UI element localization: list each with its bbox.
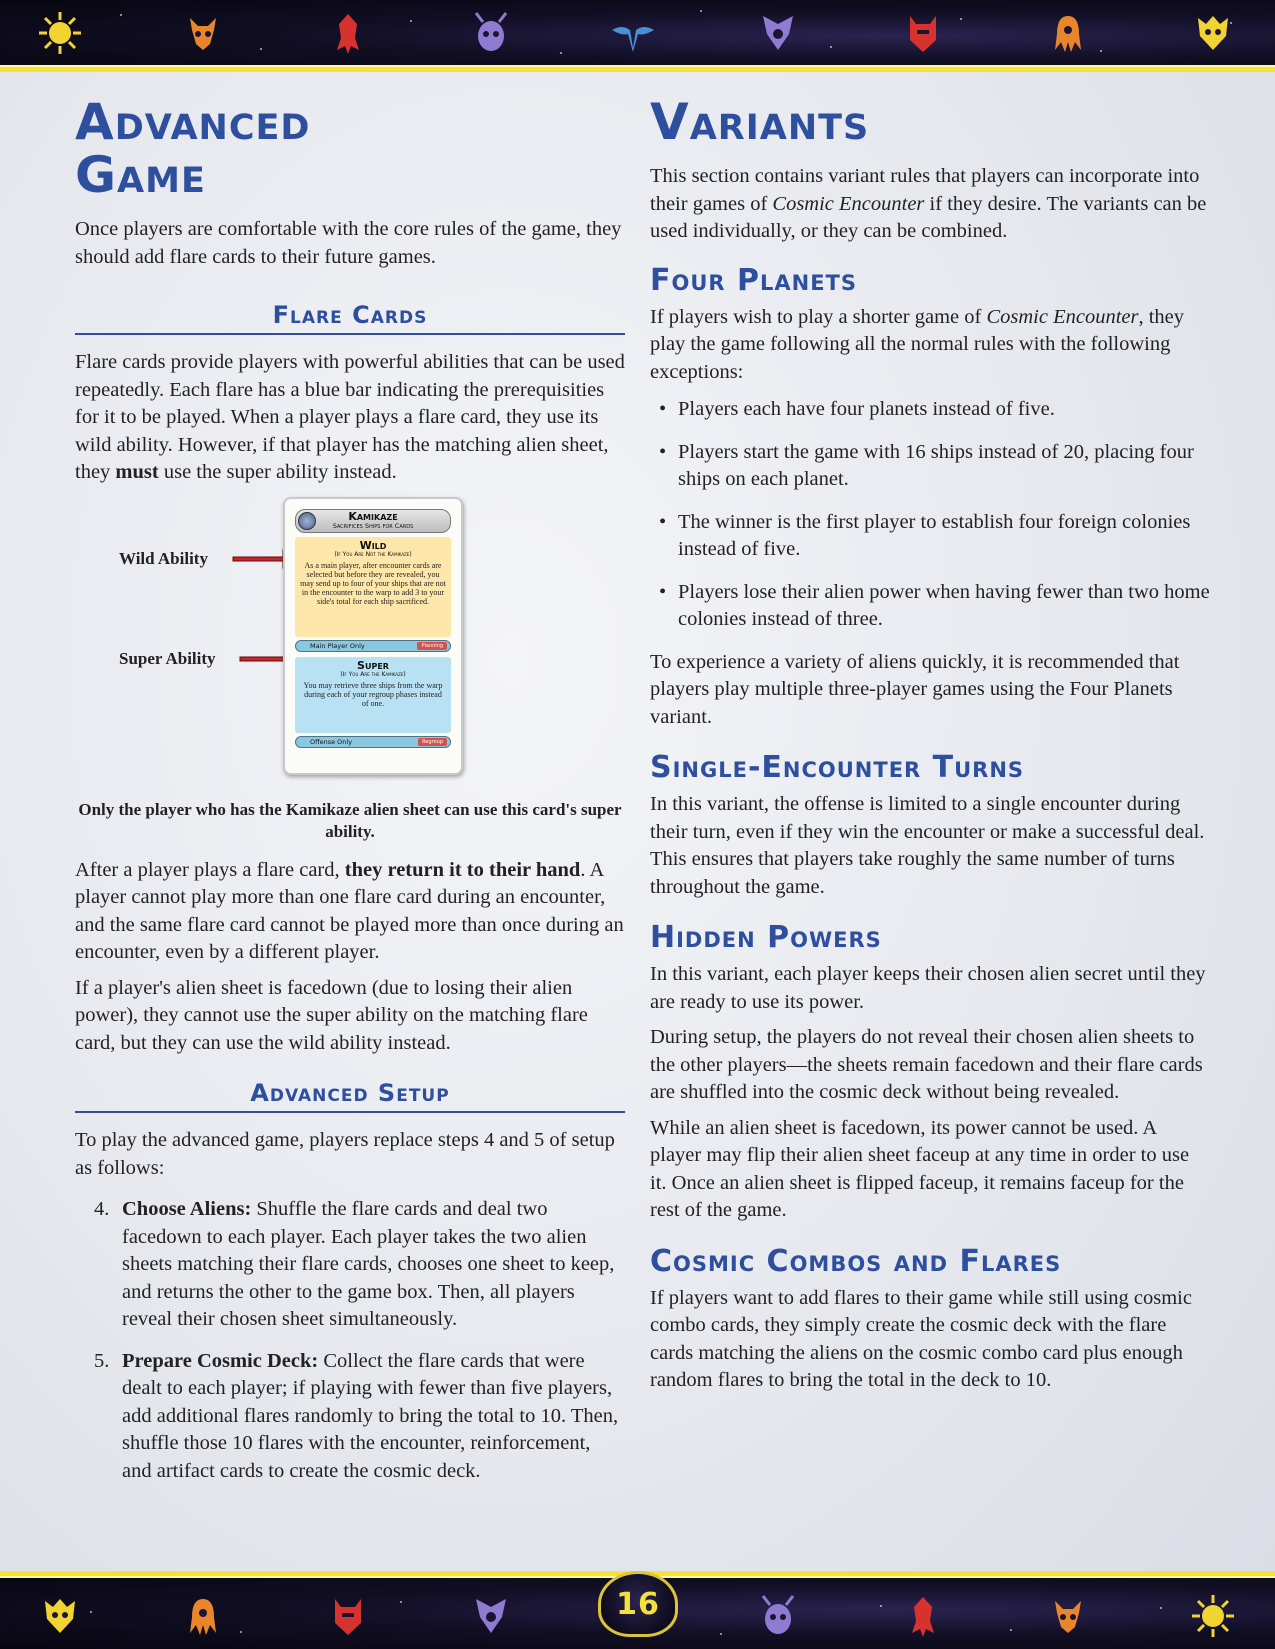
hidden-powers-heading: Hidden Powers	[650, 920, 882, 955]
cosmic-combos-heading: Cosmic Combos and Flares	[650, 1243, 1062, 1279]
wild-condition: (If You Are Not the Kamikaze)	[334, 550, 412, 558]
super-ability-callout: Super Ability	[119, 648, 216, 668]
single-encounter-text: In this variant, the offense is limited to a single encounter during their turn, even if they win the encounter or make a successful deal. This ensures that players take roughly the same number of turns throughout the game.	[650, 793, 1205, 898]
card-title: Kamikaze	[348, 509, 398, 523]
kamikaze-flare-card	[283, 497, 463, 775]
super-text: You may retrieve three ships from the warp during each of your regroup phases instead of one.	[303, 680, 443, 708]
red-alien-icon	[900, 1593, 946, 1639]
variants-intro: This section contains variant rules that players can incorporate into their games of Cosmic Encounter if they desire. The variants can be used individually, or they can be combined.	[650, 165, 1207, 242]
super-panel	[295, 657, 451, 733]
cosmic-combos-text: If players want to add flares to their game while still using cosmic combo cards, they simply create the cosmic deck with the flare cards matching the aliens on the cosmic combo card plus enough random flares to bring the total in the deck to 10.	[650, 1286, 1192, 1391]
list-item: • Players start the game with 16 ships instead of 20, placing four ships on each planet.	[650, 439, 1210, 494]
flare-cards-paragraph: Flare cards provide players with powerful abilities that can be used repeatedly. Each flare has a blue bar indicating the prerequisities for it to be played. When a player plays a flare card, they use its wild ability. However, if that player has the matching alien sheet, they must use the super ability instead.	[75, 351, 625, 483]
page-number: 16	[616, 1586, 660, 1622]
list-item: • Players lose their alien power when having fewer than two home colonies instead of three.	[650, 579, 1210, 634]
card-header	[295, 509, 451, 533]
four-planets-outro: To experience a variety of aliens quickly, it is recommended that players play multiple three-player games using the Four Planets variant.	[650, 650, 1180, 728]
wild-prereq-bar: Main Player Only Planning	[295, 640, 451, 652]
flare-cards-heading: Flare Cards	[75, 301, 625, 335]
after-flare-paragraph: After a player plays a flare card, they return it to their hand. A player cannot play more than one flare card during an encounter, and the same flare card cannot be played more than once during an encounter, even by a different player.	[75, 858, 624, 963]
advanced-intro: Once players are comfortable with the core rules of the game, they should add flare cards to their future games.	[75, 218, 622, 268]
blue-alien-icon	[610, 10, 656, 56]
setup-steps	[75, 1196, 625, 1485]
single-encounter-heading: Single-Encounter Turns	[650, 750, 1025, 785]
page-number-medallion	[598, 1571, 678, 1637]
setup-step: 4. Choose Aliens: Shuffle the flare cards and deal two facedown to each player. Each player takes the two alien sheets matching their flare cards, chooses one sheet to keep, and returns the other to the game box. Then, all players reveal their chosen sheet simultaneously.	[94, 1198, 615, 1330]
card-subtitle: Sacrifices Ships for Cards	[332, 521, 414, 530]
list-item: • Players each have four planets instead of five.	[650, 396, 1210, 424]
four-planets-rules	[650, 396, 1210, 634]
super-condition: (If You Are the Kamikaze)	[340, 670, 406, 678]
hidden-powers-p3: While an alien sheet is facedown, its power cannot be used. A player may flip their alien sheet faceup at any time in order to use it. Once an alien sheet is flipped faceup, it remains faceup for the rest of the game.	[650, 1116, 1190, 1221]
top-banner	[0, 0, 1275, 72]
four-planets-heading: Four Planets	[650, 262, 858, 298]
orange-alien-icon	[180, 10, 226, 56]
variants-title: Variants	[650, 93, 870, 151]
yellow-sun-alien-icon	[1190, 1593, 1236, 1639]
yellow-sun-alien-icon	[37, 10, 83, 56]
super-phase-tag: Regroup	[418, 738, 447, 746]
red-alien-icon	[325, 10, 371, 56]
list-item: • The winner is the first player to establish four foreign colonies instead of five.	[650, 509, 1210, 564]
facedown-paragraph: If a player's alien sheet is facedown (due to losing their alien power), they cannot use the super ability on the matching flare card, but they can use the wild ability instead.	[75, 976, 588, 1054]
super-title: Super	[357, 658, 389, 672]
purple-insect-alien-icon	[755, 1593, 801, 1639]
wild-phase-tag: Planning	[417, 642, 447, 650]
wild-ability-callout: Wild Ability	[119, 548, 208, 568]
flare-gem-icon	[298, 512, 316, 530]
yellow-alien-icon	[1190, 10, 1236, 56]
super-prereq-bar: Offense Only Regroup	[295, 736, 451, 748]
wild-title: Wild	[359, 538, 387, 552]
purple-insect-alien-icon	[468, 10, 514, 56]
hidden-powers-p1: In this variant, each player keeps their chosen alien secret until they are ready to use its power.	[650, 963, 1206, 1013]
four-planets-intro: If players wish to play a shorter game of Cosmic Encounter, they play the game following all the normal rules with the following exceptions:	[650, 305, 1185, 383]
advanced-game-title: Advanced Game	[75, 93, 311, 204]
hidden-powers-p2: During setup, the players do not reveal their chosen alien sheets to the other players—the sheets remain facedown and their flare cards are shuffled into the cosmic deck without being revealed.	[650, 1026, 1203, 1103]
orange-alien-icon	[1045, 1593, 1091, 1639]
setup-step: 5. Prepare Cosmic Deck: Collect the flare cards that were dealt to each player; if playing with fewer than five players, add additional flares randomly to bring the total to 10. Then, shuffle those 10 flares with the encounter, reinforcement, and artifact cards to create the cosmic deck.	[94, 1349, 619, 1482]
red-beetle-alien-icon	[900, 10, 946, 56]
setup-intro: To play the advanced game, players replace steps 4 and 5 of setup as follows:	[75, 1129, 615, 1179]
advanced-setup-heading: Advanced Setup	[75, 1079, 625, 1113]
wild-text: As a main player, after encounter cards are selected but before they are revealed, you may send up to four of your ships that are not in the encounter to the warp to add 3 to your side's total for each ship sacrificed.	[300, 560, 446, 606]
left-column	[75, 93, 625, 1499]
figure-caption: Only the player who has the Kamikaze alien sheet can use this card's super ability.	[78, 799, 622, 841]
purple-alien-icon	[468, 1593, 514, 1639]
orange-squid-alien-icon	[1045, 10, 1091, 56]
red-beetle-alien-icon	[325, 1593, 371, 1639]
purple-alien-icon	[755, 10, 801, 56]
yellow-alien-icon	[37, 1593, 83, 1639]
right-column	[650, 93, 1210, 1395]
flare-card-figure	[75, 497, 625, 787]
orange-squid-alien-icon	[180, 1593, 226, 1639]
wild-panel	[295, 537, 451, 637]
